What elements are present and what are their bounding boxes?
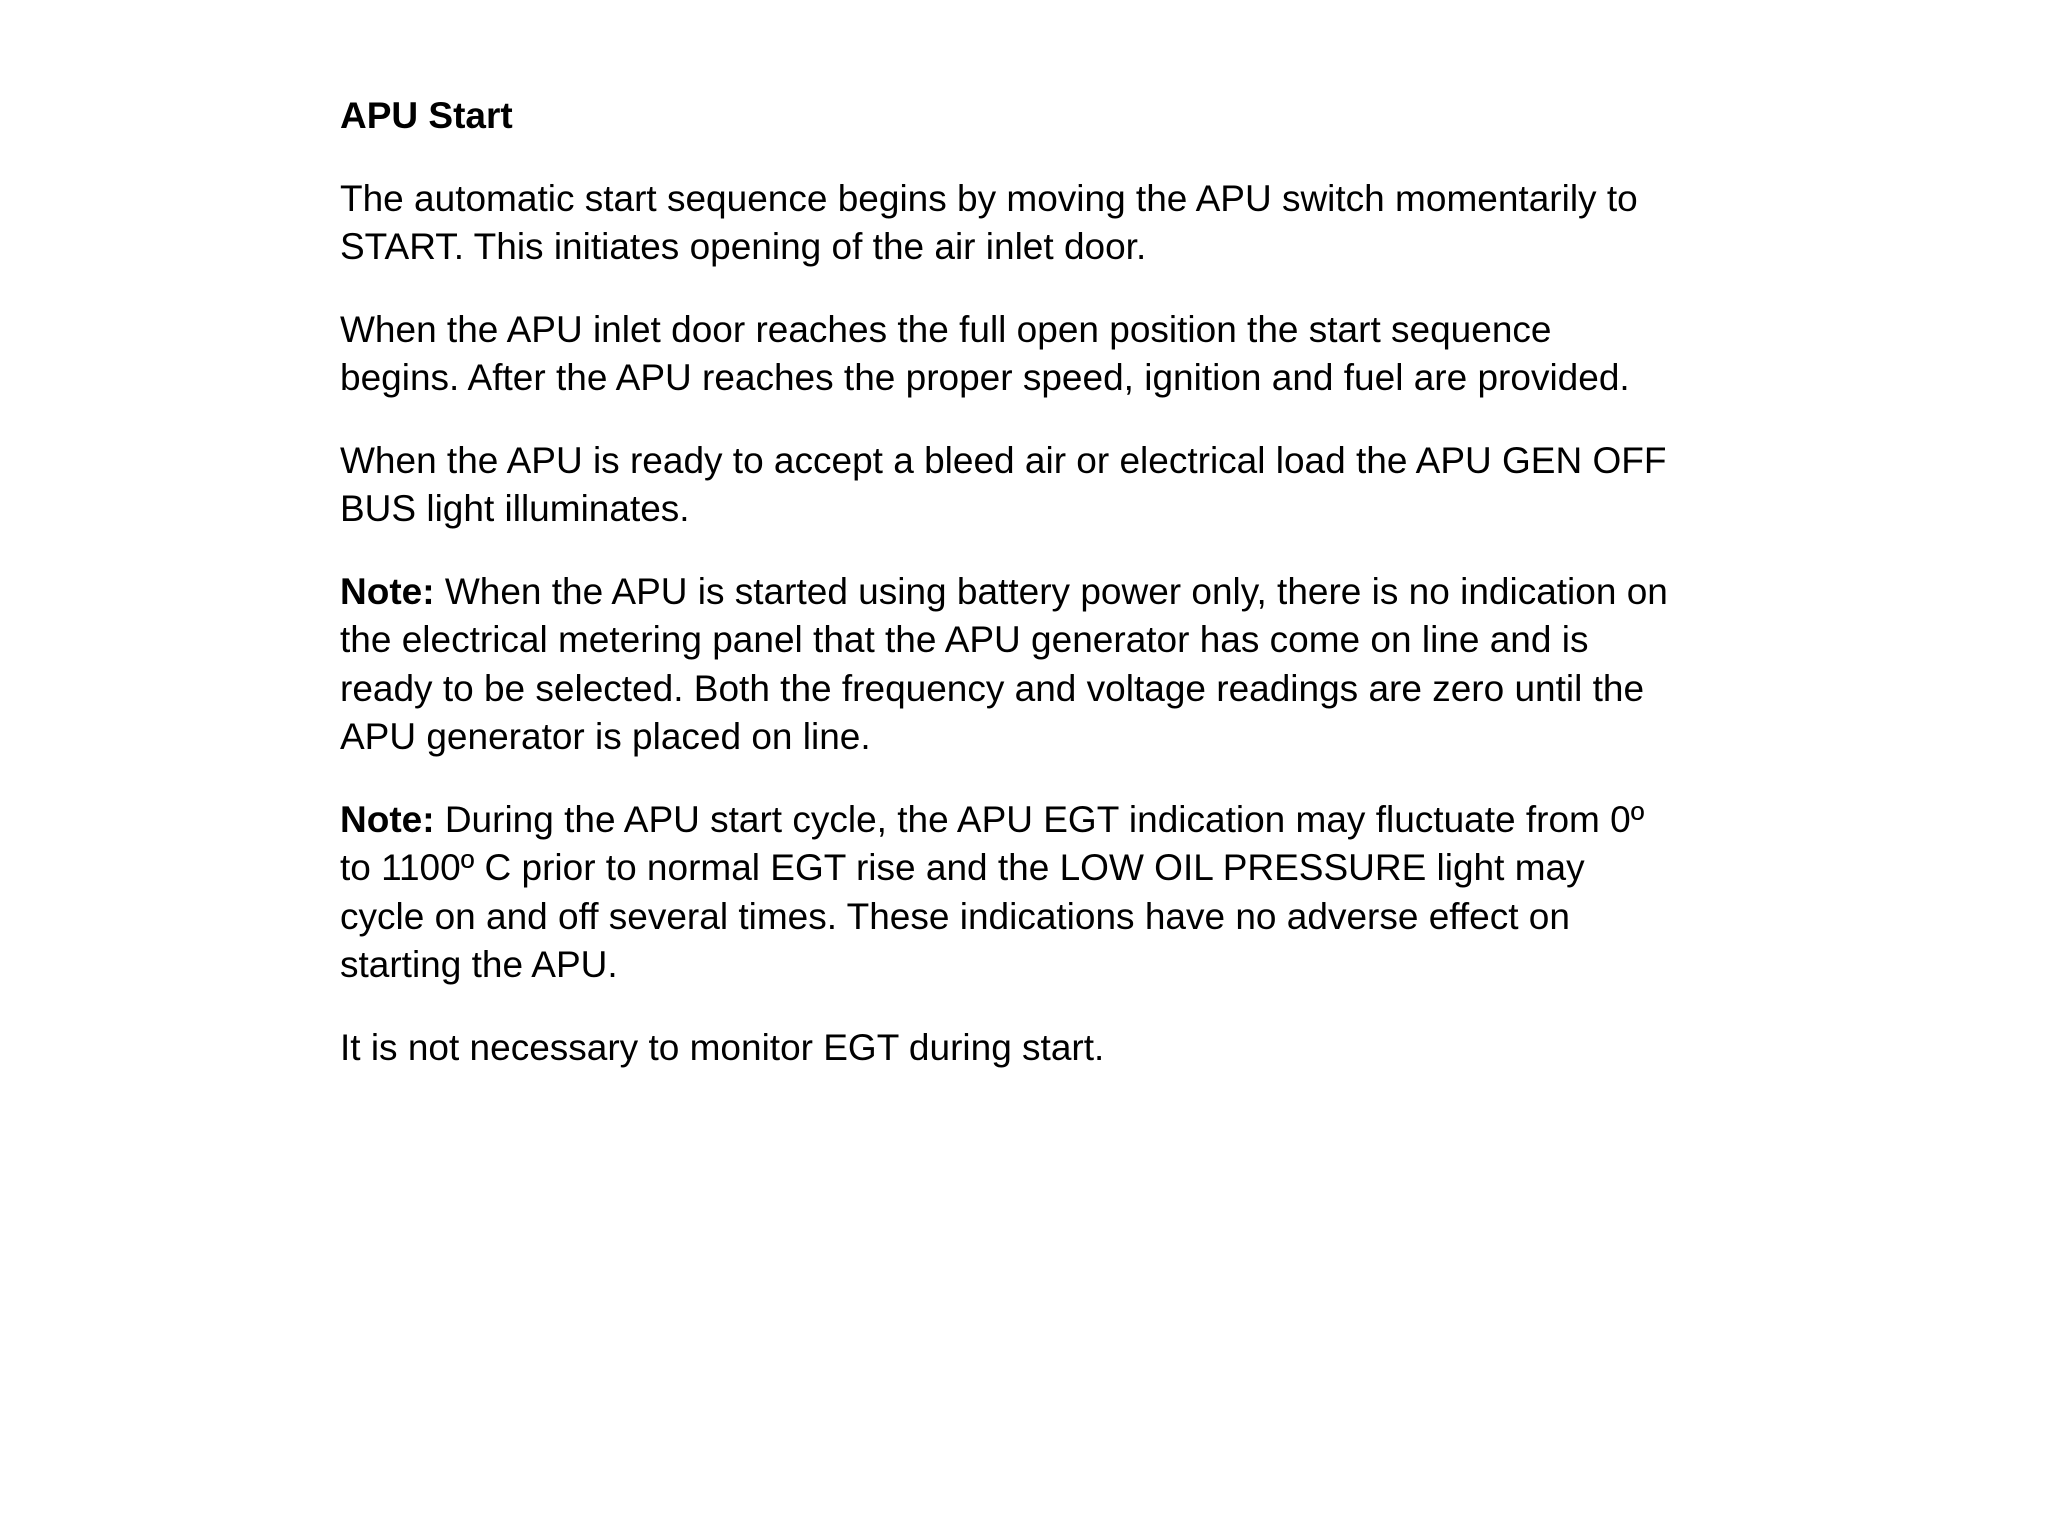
note-label: Note: <box>340 570 435 612</box>
paragraph-line: When the APU inlet door reaches the full open position the start sequence <box>340 308 1552 350</box>
paragraph-line: START. This initiates opening of the air inlet door. <box>340 226 1147 267</box>
paragraph-line: begins. After the APU reaches the proper speed, ignition and fuel are provided. <box>340 357 1630 398</box>
paragraph-line: to 1100º C prior to normal EGT rise and the LOW OIL PRESSURE light may <box>340 847 1585 888</box>
paragraph-line: starting the APU. <box>340 944 618 985</box>
paragraph-inlet-door <box>340 306 1800 403</box>
note-text: During the APU start cycle, the APU EGT indication may fluctuate from 0º <box>434 798 1645 840</box>
paragraph-line: the electrical metering panel that the APU generator has come on line and is <box>340 619 1589 660</box>
paragraph-start-sequence <box>340 175 1800 272</box>
note-label: Note: <box>340 798 435 840</box>
paragraph-line: The automatic start sequence begins by moving the APU switch momentarily to <box>340 177 1638 219</box>
paragraph-line: APU generator is placed on line. <box>340 716 871 757</box>
document-page <box>340 92 1800 1106</box>
paragraph-line: It is not necessary to monitor EGT during start. <box>340 1026 1105 1068</box>
paragraph-line: BUS light illuminates. <box>340 488 690 529</box>
paragraph-line: cycle on and off several times. These indications have no adverse effect on <box>340 895 1570 937</box>
paragraph-gen-off-bus <box>340 437 1800 534</box>
paragraph-line <box>340 796 1800 845</box>
paragraph-line: When the APU is ready to accept a bleed air or electrical load the APU GEN OFF <box>340 439 1667 481</box>
paragraph-monitor-egt <box>340 1024 1800 1073</box>
paragraph-line: ready to be selected. Both the frequency and voltage readings are zero until the <box>340 667 1645 709</box>
paragraph-line <box>340 568 1800 617</box>
note-egt-fluctuation <box>340 796 1800 990</box>
page-title: APU Start <box>340 95 513 136</box>
note-text: When the APU is started using battery power only, there is no indication on <box>434 570 1668 612</box>
note-battery-power <box>340 568 1800 762</box>
